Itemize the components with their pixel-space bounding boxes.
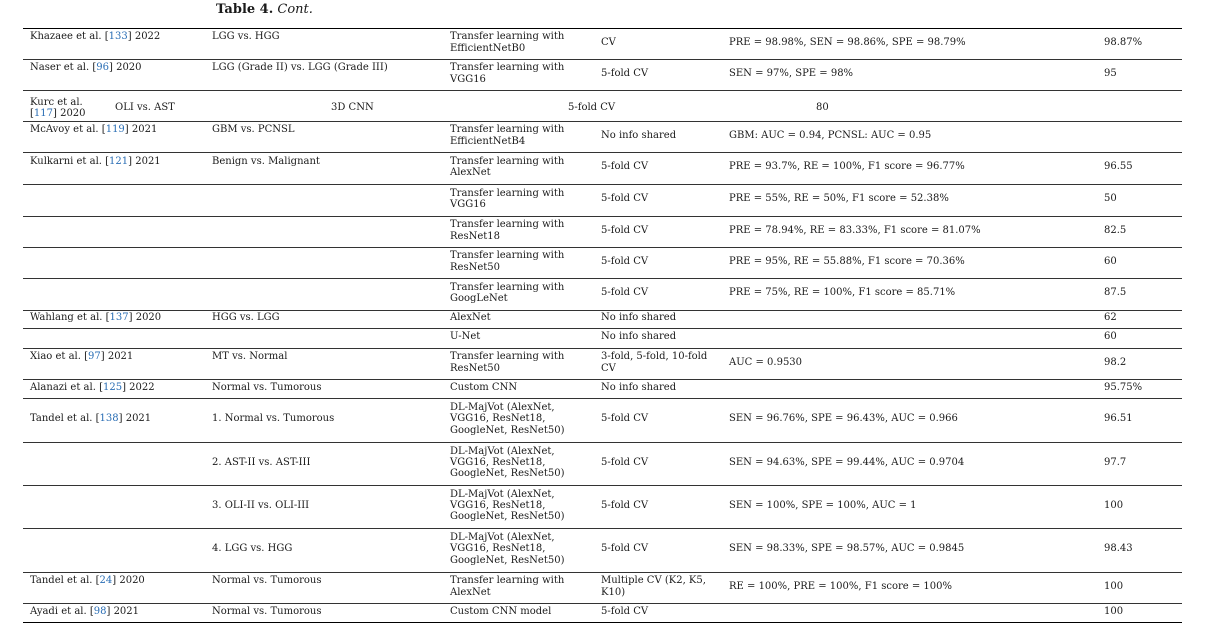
performance-cell: AUC = 0.9530 [729, 356, 803, 368]
accuracy-cell: 98.43 [1104, 543, 1133, 555]
author-name: Wahlang et al. [ [30, 312, 110, 324]
author-cell-cont: [117] 2020 [30, 108, 86, 119]
validation-cell [601, 68, 648, 79]
validation-cell-line: No info shared [601, 331, 677, 343]
performance-cell: SEN = 100%, SPE = 100%, AUC = 1 [729, 499, 917, 511]
publication-year: ] 2020 [53, 108, 86, 119]
method-cell-line: AlexNet [450, 167, 491, 178]
accuracy-cell: 87.5 [1104, 287, 1127, 299]
method-cell-line: U-Net [450, 331, 481, 343]
method-cell [450, 31, 564, 53]
validation-cell [601, 37, 616, 48]
validation-cell [601, 606, 648, 617]
author-cell [30, 62, 142, 73]
validation-cell: 5-fold CV [568, 102, 616, 113]
method-cell [450, 250, 564, 272]
author-cell: Kurc et al. [30, 97, 83, 108]
classes-cell: Normal vs. Tumorous [212, 605, 322, 617]
method-cell [450, 124, 564, 146]
author-name: McAvoy et al. [ [30, 124, 106, 136]
validation-cell-line: 5-fold CV [601, 193, 649, 205]
validation-cell-line: 3-fold, 5-fold, 10-fold [601, 351, 708, 363]
method-cell [450, 331, 480, 342]
validation-cell [601, 331, 676, 342]
validation-cell-line: 5-fold CV [601, 543, 649, 555]
citation-ref: 125 [102, 381, 123, 393]
citation-ref: 137 [109, 312, 129, 324]
author-name: Xiao et al. [ [30, 351, 89, 363]
author-name: Ayadi et al. [ [30, 605, 94, 617]
method-cell-line: Transfer learning with [450, 155, 565, 167]
table-border [23, 28, 1182, 29]
row-divider [23, 485, 1182, 486]
validation-cell-line: 5-fold CV [601, 413, 649, 425]
row-divider [23, 310, 1182, 311]
classes-cell: Normal vs. Tumorous [212, 381, 322, 393]
method-cell-line: Transfer learning with [450, 124, 565, 136]
method-cell: 3D CNN [331, 102, 374, 113]
publication-year: ] 2021 [128, 155, 161, 167]
validation-cell-line: CV [601, 36, 616, 48]
row-divider [23, 152, 1182, 153]
method-cell-line: VGG16, ResNet18, [450, 543, 546, 555]
method-cell [450, 402, 564, 436]
performance-cell: PRE = 75%, RE = 100%, F1 score = 85.71% [729, 287, 956, 299]
method-cell-line: GoogleNet, ResNet50) [450, 554, 565, 566]
validation-cell [601, 543, 648, 554]
validation-cell-line: No info shared [601, 381, 677, 393]
method-cell-line: VGG16, ResNet18, [450, 456, 546, 468]
author-cell [30, 156, 161, 167]
method-cell [450, 156, 564, 178]
classes-cell: 4. LGG vs. HGG [212, 543, 293, 555]
method-cell [450, 351, 564, 373]
citation-ref: 133 [108, 31, 128, 43]
method-cell [450, 606, 551, 617]
validation-cell-line: 5-fold CV [601, 605, 649, 617]
publication-year: ] 2021 [100, 351, 134, 363]
validation-cell-line: K10) [601, 586, 626, 598]
validation-cell [601, 351, 707, 373]
method-cell-line: DL-MajVot (AlexNet, [450, 402, 555, 414]
validation-cell-line: Multiple CV (K2, K5, [601, 575, 706, 587]
author-cell [30, 575, 145, 586]
publication-year: ] 2020 [112, 575, 145, 587]
citation-ref: 119 [105, 124, 125, 136]
author-cell [30, 31, 160, 42]
accuracy-cell: 95.75% [1104, 381, 1143, 393]
citation-ref: 24 [99, 575, 113, 587]
method-cell-line: Transfer learning with [450, 281, 565, 293]
method-cell [450, 219, 564, 241]
method-cell-line: VGG16 [450, 199, 486, 210]
method-cell-line: GoogleNet, ResNet50) [450, 468, 565, 480]
method-cell-line: DL-MajVot (AlexNet, [450, 445, 555, 457]
performance-cell: PRE = 55%, RE = 50%, F1 score = 52.38% [729, 193, 949, 205]
method-cell [450, 446, 564, 480]
method-cell-line: Custom CNN [450, 381, 518, 393]
validation-cell-line: 5-fold CV [601, 67, 649, 79]
method-cell [450, 62, 564, 84]
performance-cell: PRE = 93.7%, RE = 100%, F1 score = 96.77% [729, 161, 965, 173]
validation-cell [601, 193, 648, 204]
validation-cell [601, 312, 676, 323]
method-cell-line: DL-MajVot (AlexNet, [450, 488, 555, 500]
accuracy-cell: 50 [1104, 193, 1117, 205]
method-cell [450, 188, 564, 210]
validation-cell [601, 161, 648, 172]
method-cell-line: ResNet50 [450, 362, 500, 374]
method-cell-line: Transfer learning with [450, 187, 565, 199]
row-divider [23, 216, 1182, 217]
author-cell [30, 312, 161, 323]
validation-cell [601, 575, 706, 597]
accuracy-cell: 97.7 [1104, 456, 1127, 468]
table-border [23, 622, 1182, 623]
classes-cell: Benign vs. Malignant [212, 155, 320, 167]
accuracy-cell: 96.55 [1104, 161, 1133, 173]
author-name: Tandel et al. [ [30, 575, 100, 587]
method-cell-line: GoogLeNet [450, 293, 508, 304]
author-name: Tandel et al. [ [30, 413, 100, 425]
citation-ref: 98 [93, 605, 107, 617]
row-divider [23, 278, 1182, 279]
method-cell-line: AlexNet [450, 586, 491, 598]
method-cell-line: DL-MajVot (AlexNet, [450, 532, 555, 544]
row-divider [23, 121, 1182, 122]
method-cell-line: GoogleNet, ResNet50) [450, 511, 565, 523]
method-cell-line: Transfer learning with [450, 219, 565, 231]
method-cell-line: Transfer learning with [450, 351, 565, 363]
row-divider [23, 528, 1182, 529]
author-name: Alanazi et al. [ [30, 381, 103, 393]
validation-cell [601, 382, 676, 393]
author-cell [30, 606, 139, 617]
row-divider [23, 184, 1182, 185]
validation-cell-line: CV [601, 362, 616, 374]
row-divider [23, 348, 1182, 349]
publication-year: ] 2021 [124, 124, 158, 136]
method-cell-line: Transfer learning with [450, 31, 565, 43]
author-cell [30, 351, 133, 362]
classes-cell: LGG (Grade II) vs. LGG (Grade III) [212, 62, 388, 74]
validation-cell-line: 5-fold CV [601, 287, 649, 299]
method-cell [450, 532, 564, 566]
classes-cell: OLI vs. AST [115, 102, 175, 113]
accuracy-cell: 98.87% [1104, 36, 1143, 48]
performance-cell: PRE = 95%, RE = 55.88%, F1 score = 70.36% [729, 255, 965, 267]
validation-cell-line: 5-fold CV [601, 499, 649, 511]
performance-cell: SEN = 97%, SPE = 98% [729, 67, 854, 79]
validation-cell [601, 256, 648, 267]
validation-cell [601, 413, 648, 424]
validation-cell-line: 5-fold CV [601, 456, 649, 468]
classes-cell: MT vs. Normal [212, 351, 288, 363]
performance-cell: PRE = 78.94%, RE = 83.33%, F1 score = 81.07% [729, 224, 981, 236]
classes-cell: LGG vs. HGG [212, 31, 280, 43]
publication-year: ] 2022 [122, 381, 155, 393]
performance-cell: SEN = 98.33%, SPE = 98.57%, AUC = 0.9845 [729, 543, 965, 555]
row-divider [23, 379, 1182, 380]
author-name: Khazaee et al. [ [30, 31, 109, 43]
accuracy-cell: 60 [1104, 255, 1117, 267]
accuracy-cell: 82.5 [1104, 224, 1127, 236]
accuracy-cell: 100 [1104, 605, 1124, 617]
validation-cell-line: 5-fold CV [601, 161, 649, 173]
publication-year: ] 2022 [127, 31, 161, 43]
row-divider [23, 603, 1182, 604]
validation-cell [601, 225, 648, 236]
method-cell-line: Custom CNN model [450, 605, 552, 617]
method-cell [450, 282, 564, 304]
classes-cell: 3. OLI-II vs. OLI-III [212, 499, 310, 511]
accuracy-cell: 96.51 [1104, 413, 1133, 425]
performance-cell: SEN = 94.63%, SPE = 99.44%, AUC = 0.9704 [729, 456, 965, 468]
method-cell [450, 575, 564, 597]
table-label: Table 4. [216, 2, 274, 17]
method-cell-line: Transfer learning with [450, 575, 565, 587]
classes-cell: 2. AST-II vs. AST-III [212, 456, 311, 468]
performance-cell: RE = 100%, PRE = 100%, F1 score = 100% [729, 580, 953, 592]
author-cell [30, 413, 151, 424]
method-cell [450, 312, 491, 323]
method-cell [450, 489, 564, 523]
validation-cell [601, 130, 676, 141]
method-cell-line: EfficientNetB0 [450, 42, 526, 54]
classes-cell: Normal vs. Tumorous [212, 575, 322, 587]
row-divider [23, 572, 1182, 573]
accuracy-cell: 80 [816, 102, 829, 113]
publication-year: ] 2020 [128, 312, 162, 324]
citation-ref: 117 [33, 108, 53, 119]
validation-cell [601, 500, 648, 511]
row-divider [23, 90, 1182, 91]
author-name: Kulkarni et al. [ [30, 155, 110, 167]
classes-cell: 1. Normal vs. Tumorous [212, 413, 335, 425]
method-cell-line: AlexNet [450, 312, 491, 324]
method-cell-line: VGG16 [450, 73, 486, 85]
accuracy-cell: 100 [1104, 499, 1124, 511]
table-caption-suffix: Cont. [277, 2, 313, 17]
validation-cell-line: 5-fold CV [601, 255, 649, 267]
method-cell [450, 382, 517, 393]
citation-ref: 96 [96, 62, 109, 74]
validation-cell-line: 5-fold CV [601, 224, 649, 236]
accuracy-cell: 98.2 [1104, 356, 1127, 368]
method-cell-line: VGG16, ResNet18, [450, 413, 546, 425]
author-cell [30, 124, 157, 135]
publication-year: ] 2021 [106, 605, 140, 617]
validation-cell [601, 457, 648, 468]
author-cell [30, 382, 155, 393]
row-divider [23, 328, 1182, 329]
citation-ref: 121 [109, 155, 129, 167]
accuracy-cell: 62 [1104, 312, 1117, 324]
classes-cell: HGG vs. LGG [212, 312, 280, 324]
citation-ref: 138 [99, 413, 119, 425]
classes-cell: GBM vs. PCNSL [212, 124, 295, 136]
table-caption [216, 2, 313, 18]
row-divider [23, 442, 1182, 443]
accuracy-cell: 60 [1104, 331, 1117, 343]
performance-cell: PRE = 98.98%, SEN = 98.86%, SPE = 98.79% [729, 36, 966, 48]
publication-year: ] 2020 [109, 62, 142, 74]
method-cell-line: Transfer learning with [450, 62, 565, 74]
row-divider [23, 398, 1182, 399]
method-cell-line: GoogleNet, ResNet50) [450, 424, 565, 436]
method-cell-line: EfficientNetB4 [450, 135, 526, 147]
accuracy-cell: 95 [1104, 67, 1117, 79]
performance-cell: SEN = 96.76%, SPE = 96.43%, AUC = 0.966 [729, 413, 958, 425]
method-cell-line: ResNet18 [450, 230, 500, 242]
performance-cell: GBM: AUC = 0.94, PCNSL: AUC = 0.95 [729, 129, 932, 141]
author-name: Naser et al. [ [30, 62, 97, 74]
method-cell-line: VGG16, ResNet18, [450, 499, 546, 511]
citation-ref: 97 [88, 351, 101, 363]
publication-year: ] 2021 [118, 413, 152, 425]
row-divider [23, 59, 1182, 60]
validation-cell [601, 287, 648, 298]
accuracy-cell: 100 [1104, 580, 1124, 592]
method-cell-line: ResNet50 [450, 261, 500, 273]
validation-cell-line: No info shared [601, 129, 677, 141]
method-cell-line: Transfer learning with [450, 250, 565, 262]
validation-cell-line: No info shared [601, 312, 677, 324]
row-divider [23, 247, 1182, 248]
